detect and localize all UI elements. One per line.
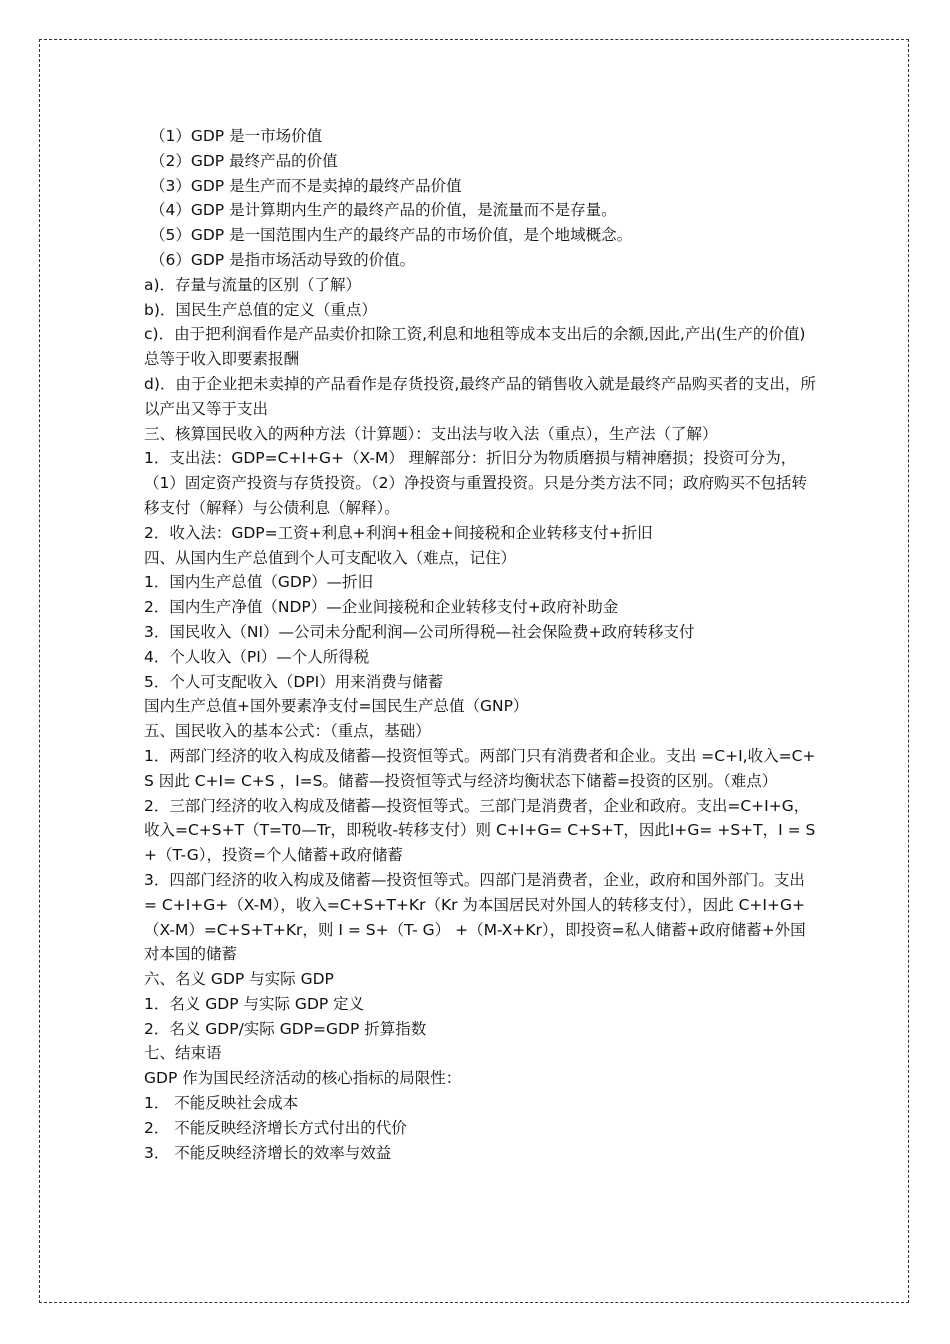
gdp-point-1: （1）GDP 是一市场价值 (150, 127, 323, 145)
gdp-step: 1．国内生产总值（GDP）—折旧 (144, 573, 374, 592)
gdp-point-2: （2）GDP 最终产品的价值 (150, 151, 338, 170)
expenditure-method: 1．支出法：GDP=C+I+G+（X-M） 理解部分：折旧分为物质磨损与精神磨损；投资可分为， (144, 449, 797, 468)
investment-types: （1）固定资产投资与存货投资。（2）净投资与重置投资。只是分类方法不同；政府购买不包括转移支付（解释）与公债利息（解释）。 (144, 474, 807, 517)
limitation-2: 2． 不能反映经济增长方式付出的代价 (144, 1118, 407, 1137)
gdp-point-3: （3）GDP 是生产而不是卖掉的最终产品价值 (150, 176, 462, 195)
nominal-real-definition: 1．名义 GDP 与实际 GDP 定义 (144, 994, 365, 1013)
ndp-step: 2．国内生产净值（NDP）—企业间接税和企业转移支付+政府补助金 (144, 598, 619, 617)
gdp-point-5: （5）GDP 是一国范围内生产的最终产品的市场价值，是个地域概念。 (150, 226, 633, 245)
gdp-deflator: 2．名义 GDP/实际 GDP=GDP 折算指数 (144, 1019, 427, 1038)
gdp-point-4: （4）GDP 是计算期内生产的最终产品的价值，是流量而不是存量。 (150, 201, 617, 220)
note-c: c)．由于把利润看作是产品卖价扣除工资,利息和地租等成本支出后的余额,因此,产出(生产的价值)总等于收入即要素报酬 (144, 325, 806, 369)
dpi-step: 5．个人可支配收入（DPI）用来消费与储蓄 (144, 672, 444, 691)
document-body (144, 124, 816, 1165)
section-3-heading: 三、核算国民收入的两种方法（计算题）：支出法与收入法（重点），生产法（了解） (144, 424, 718, 443)
note-d: d)．由于企业把未卖掉的产品看作是存货投资,最终产品的销售收入就是最终产品购买者的支出，所以产出又等于支出 (144, 374, 816, 418)
pi-step: 4．个人收入（PI）—个人所得税 (144, 647, 370, 666)
section-7-heading: 七、结束语 (144, 1044, 222, 1063)
three-sector-economy: 2．三部门经济的收入构成及储蓄—投资恒等式。三部门是消费者，企业和政府。支出=C+I+G，收入=C+S+T（T=T0—Tr，即税收-转移支付）则 C+I+G= C+S+T，因此I+G= +S+T，I = S+（T-G），投资=个人储蓄+政府储蓄 (144, 796, 816, 865)
section-6-heading: 六、名义 GDP 与实际 GDP (144, 970, 334, 989)
limitation-1: 1． 不能反映社会成本 (144, 1094, 299, 1113)
section-4-heading: 四、从国内生产总值到个人可支配收入（难点，记住） (144, 548, 517, 567)
gdp-point-6: （6）GDP 是指市场活动导致的价值。 (150, 250, 416, 269)
limitations-intro: GDP 作为国民经济活动的核心指标的局限性： (144, 1069, 462, 1088)
section-5-heading: 五、国民收入的基本公式：（重点，基础） (144, 722, 431, 741)
limitation-3: 3． 不能反映经济增长的效率与效益 (144, 1143, 392, 1162)
note-b: b)．国民生产总值的定义（重点） (144, 300, 377, 319)
gnp-formula: 国内生产总值+国外要素净支付=国民生产总值（GNP） (144, 697, 529, 716)
ni-step: 3．国民收入（NI）—公司未分配利润—公司所得税—社会保险费+政府转移支付 (144, 622, 695, 641)
income-method: 2．收入法：GDP=工资+利息+利润+租金+间接税和企业转移支付+折旧 (144, 523, 653, 542)
four-sector-economy: 3．四部门经济的收入构成及储蓄—投资恒等式。四部门是消费者，企业，政府和国外部门。支出= C+I+G+（X-M），收入=C+S+T+Kr（Kr 为本国居民对外国人的转移支付），因此 C+I+G+（X-M）=C+S+T+Kr，则 I = S+（T- G） +（M-X+Kr），即投资=私人储蓄+政府储蓄+外国对本国的储蓄 (144, 870, 806, 964)
note-a: a)．存量与流量的区别（了解） (144, 275, 362, 294)
two-sector-economy: 1．两部门经济的收入构成及储蓄—投资恒等式。两部门只有消费者和企业。支出 =C+I,收入=C+S 因此 C+I= C+S ，I=S。储蓄—投资恒等式与经济均衡状态下储蓄=投资的区别。（难点） (144, 746, 816, 790)
